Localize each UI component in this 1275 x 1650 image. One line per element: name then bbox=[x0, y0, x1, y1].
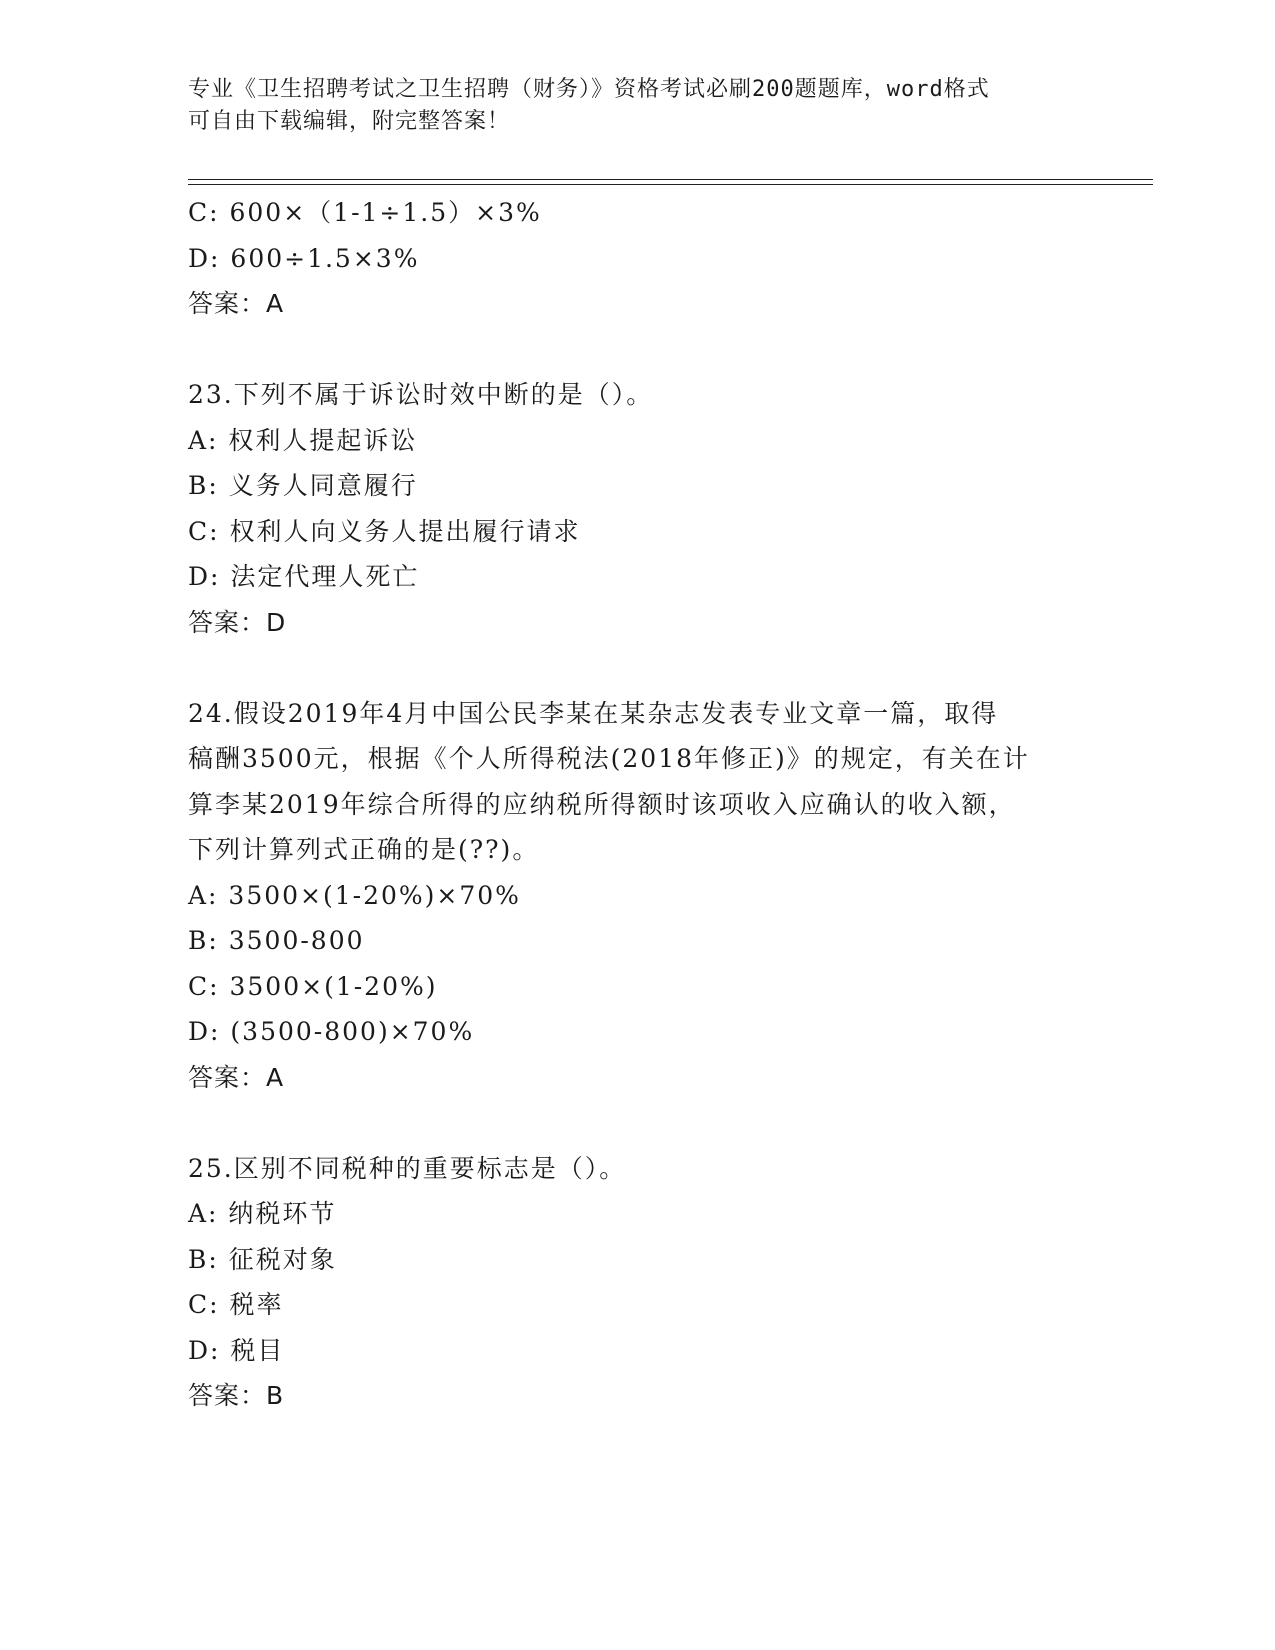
question-block-25 bbox=[188, 1146, 1088, 1419]
question-block-continued bbox=[188, 190, 1088, 327]
answer-line: 答案：B bbox=[188, 1381, 285, 1410]
option-d: D: 法定代理人死亡 bbox=[188, 562, 420, 591]
option-c: C: 3500×(1-20%) bbox=[188, 971, 438, 1001]
header-divider-top bbox=[188, 179, 1153, 180]
option-c: C: 权利人向义务人提出履行请求 bbox=[188, 516, 581, 546]
option-a: A: 3500×(1-20%)×70% bbox=[188, 880, 521, 910]
question-stem: 23.下列不属于诉讼时效中断的是（）。 bbox=[188, 380, 654, 409]
question-stem-line-2: 稿酬3500元，根据《个人所得税法(2018年修正)》的规定，有关在计 bbox=[188, 744, 1030, 773]
option-a: A: 纳税环节 bbox=[188, 1199, 337, 1228]
question-stem-line-4: 下列计算列式正确的是(??)。 bbox=[188, 835, 540, 864]
header-divider-bottom bbox=[188, 184, 1153, 185]
spacer bbox=[188, 1100, 1088, 1146]
document-header bbox=[188, 74, 1088, 138]
option-b: B: 征税对象 bbox=[188, 1244, 337, 1274]
option-d: D: 600÷1.5×3% bbox=[188, 243, 420, 273]
spacer bbox=[188, 645, 1088, 691]
option-d: D: 税目 bbox=[188, 1335, 285, 1365]
answer-line: 答案：A bbox=[188, 1062, 285, 1092]
question-stem-line-1: 24.假设2019年4月中国公民李某在某杂志发表专业文章一篇，取得 bbox=[188, 698, 999, 728]
question-block-23 bbox=[188, 372, 1088, 645]
question-list bbox=[188, 190, 1088, 1419]
spacer bbox=[188, 327, 1088, 373]
option-b: B: 义务人同意履行 bbox=[188, 471, 418, 500]
option-c: C: 600×（1-1÷1.5）×3% bbox=[188, 198, 542, 227]
question-stem: 25.区别不同税种的重要标志是（）。 bbox=[188, 1153, 627, 1183]
option-b: B: 3500-800 bbox=[188, 926, 365, 955]
option-a: A: 权利人提起诉讼 bbox=[188, 425, 418, 455]
header-line-1: 专业《卫生招聘考试之卫生招聘（财务）》资格考试必刷200题题库，word格式 bbox=[188, 77, 990, 102]
option-d: D: (3500-800)×70% bbox=[188, 1017, 475, 1046]
header-line-2: 可自由下载编辑，附完整答案！ bbox=[188, 109, 511, 134]
question-stem-line-3: 算李某2019年综合所得的应纳税所得额时该项收入应确认的收入额， bbox=[188, 789, 1016, 819]
question-block-24 bbox=[188, 691, 1088, 1101]
answer-line: 答案：D bbox=[188, 607, 287, 637]
option-c: C: 税率 bbox=[188, 1290, 284, 1319]
answer-line: 答案：A bbox=[188, 289, 285, 318]
